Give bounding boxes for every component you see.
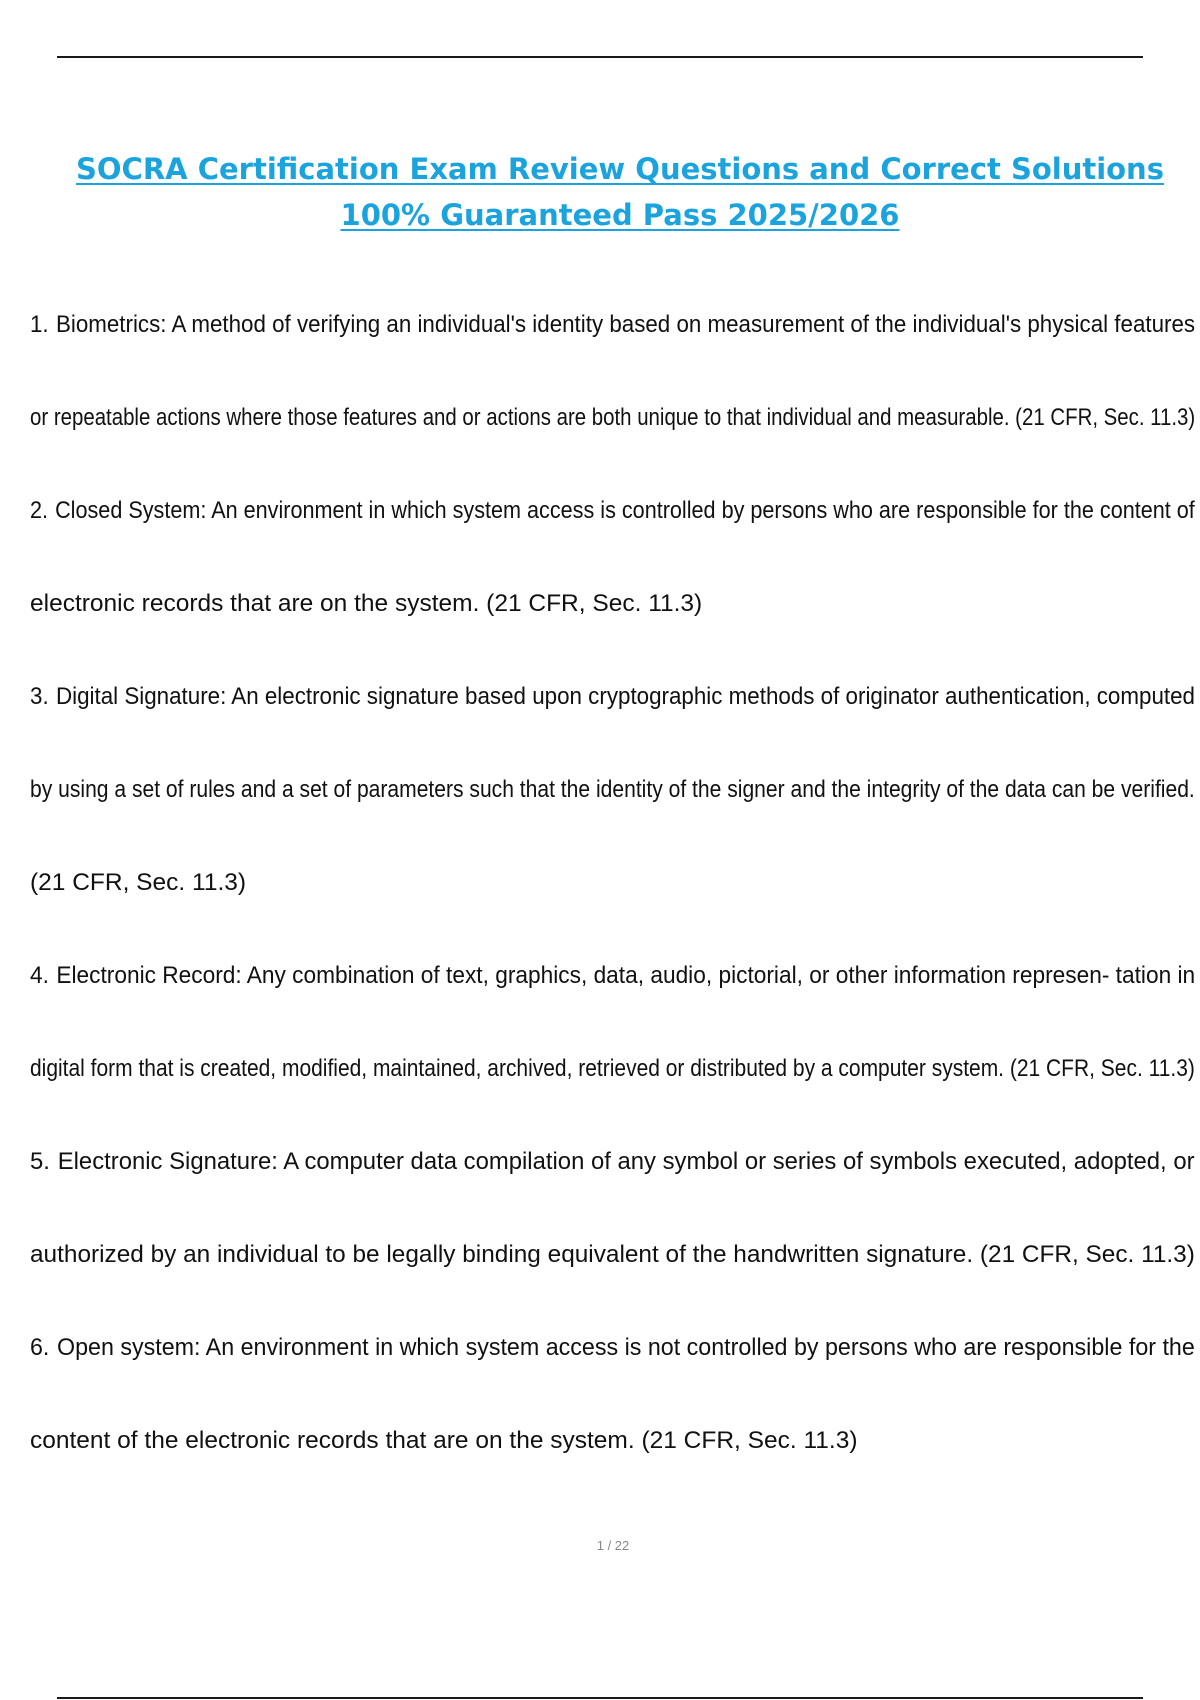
item-text: digital form that is created, modified, maintained, archived, retrieved or distributed by a computer system. (21 CFR, Sec. 11.3) [30,1055,1195,1082]
bottom-rule [57,1697,1143,1699]
item-line [30,371,1196,464]
item-line [30,650,1195,743]
item-text: authorized by an individual to be legally binding equivalent of the handwritten signature. (21 CFR, Sec. 11.3) [30,1241,1195,1268]
item-line [30,1301,1195,1394]
item-text: by using a set of rules and a set of parameters such that the identity of the signer and the integrity of the data can be verified. [30,776,1195,803]
item-text: Electronic Signature: A computer data compilation of any symbol or series of symbols executed, adopted, or [57,1148,1195,1175]
list-item [30,278,1200,464]
list-item [30,1301,1200,1487]
item-text: electronic records that are on the system. (21 CFR, Sec. 11.3) [30,590,703,617]
item-line [30,1022,1195,1115]
item-number: 3. [30,683,49,710]
item-line [30,278,1196,371]
page-number: 1 / 22 [596,1538,630,1553]
item-line [30,836,1200,929]
item-number: 5. [30,1148,50,1175]
item-number: 4. [30,962,49,989]
item-text: content of the electronic records that are on the system. (21 CFR, Sec. 11.3) [30,1427,858,1454]
item-line [30,1208,1200,1301]
item-text: Open system: An environment in which system access is not controlled by persons who are responsible for the [57,1334,1195,1361]
top-rule [57,56,1143,58]
definition-list [30,278,1200,1487]
item-number: 6. [30,1334,50,1361]
item-number: 1. [30,311,49,338]
item-line [30,1394,1200,1487]
list-item [30,1115,1200,1301]
item-text: or repeatable actions where those features and or actions are both unique to that individual and measurable. (21 CFR, Sec. 11.3) [30,404,1196,431]
item-line [30,929,1196,1022]
title-line-1: SOCRA Certification Exam Review Questions and Correct Solutions [76,152,1164,186]
title-line-2: 100% Guaranteed Pass 2025/2026 [340,198,900,232]
item-text: Electronic Record: Any combination of text, graphics, data, audio, pictorial, or other information represen- tation in [56,962,1196,989]
item-text: (21 CFR, Sec. 11.3) [30,869,247,896]
list-item [30,929,1200,1115]
item-text: Biometrics: A method of verifying an individual's identity based on measurement of the individual's physical features [55,311,1196,338]
item-text: Closed System: An environment in which system access is controlled by persons who are responsible for the content of [55,497,1195,524]
item-line [30,1115,1195,1208]
document-title [0,146,1200,238]
item-line [30,464,1195,557]
item-line [30,743,1195,836]
list-item [30,464,1200,650]
list-item [30,650,1200,929]
item-text: Digital Signature: An electronic signature based upon cryptographic methods of originator authentication, computed [55,683,1195,710]
item-number: 2. [30,497,49,524]
item-line [30,557,1200,650]
